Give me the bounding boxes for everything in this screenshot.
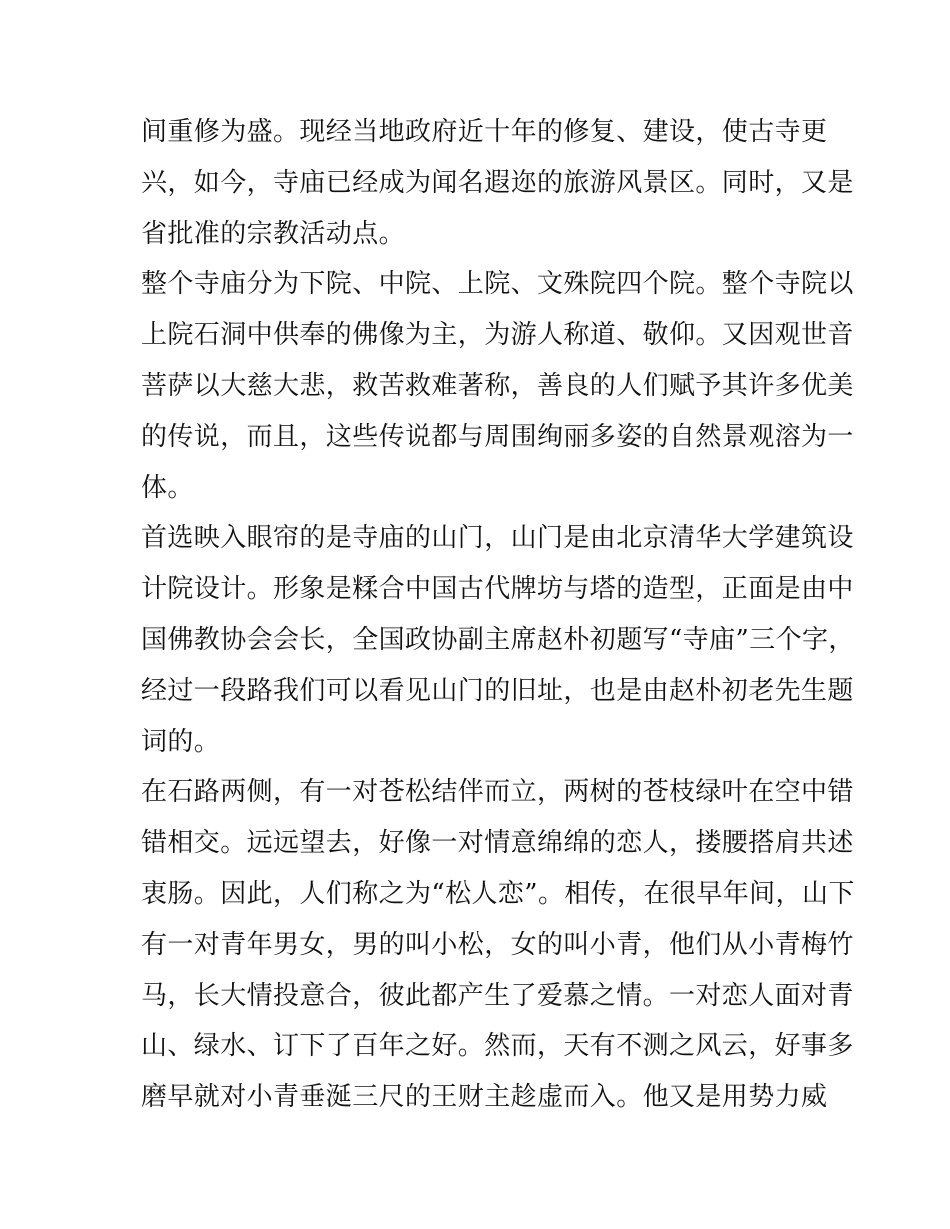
text-line: 首选映入眼帘的是寺庙的山门，山门是由北京清华大学建筑设 xyxy=(141,523,854,554)
text-line: 马，长大情投意合，彼此都产生了爱慕之情。一对恋人面对青 xyxy=(141,980,854,1011)
text-line: 磨早就对小青垂涎三尺的王财主趁虚而入。他又是用势力威 xyxy=(141,1082,828,1113)
text-line: 有一对青年男女，男的叫小松，女的叫小青，他们从小青梅竹 xyxy=(141,929,854,960)
text-line: 在石路两侧，有一对苍松结伴而立，两树的苍枝绿叶在空中错 xyxy=(141,777,854,808)
text-line: 词的。 xyxy=(141,726,221,757)
text-line: 错相交。远远望去，好像一对情意绵绵的恋人，搂腰搭肩共述 xyxy=(141,828,854,859)
text-line: 体。 xyxy=(141,472,194,503)
text-line: 计院设计。形象是糅合中国古代牌坊与塔的造型，正面是由中 xyxy=(141,574,854,605)
text-line: 兴，如今，寺庙已经成为闻名遐迩的旅游风景区。同时，又是 xyxy=(141,167,854,198)
text-line: 经过一段路我们可以看见山门的旧址，也是由赵朴初老先生题 xyxy=(141,675,854,706)
text-line: 国佛教协会会长，全国政协副主席赵朴初题写“寺庙”三个字， xyxy=(141,624,855,655)
text-line: 间重修为盛。现经当地政府近十年的修复、建设，使古寺更 xyxy=(141,117,828,147)
text-line: 菩萨以大慈大悲，救苦救难著称，善良的人们赋予其许多优美 xyxy=(141,370,854,401)
text-line: 的传说，而且，这些传说都与周围绚丽多姿的自然景观溶为一 xyxy=(141,421,854,452)
text-line: 上院石洞中供奉的佛像为主，为游人称道、敬仰。又因观世音 xyxy=(141,320,854,351)
body-text xyxy=(141,107,855,1123)
text-line: 整个寺庙分为下院、中院、上院、文殊院四个院。整个寺院以 xyxy=(141,269,854,300)
text-line: 山、绿水、订下了百年之好。然而，天有不测之风云，好事多 xyxy=(141,1031,854,1062)
text-line: 省批准的宗教活动点。 xyxy=(141,218,406,249)
text-line: 衷肠。因此，人们称之为“松人恋”。相传，在很早年间，山下 xyxy=(141,878,855,909)
